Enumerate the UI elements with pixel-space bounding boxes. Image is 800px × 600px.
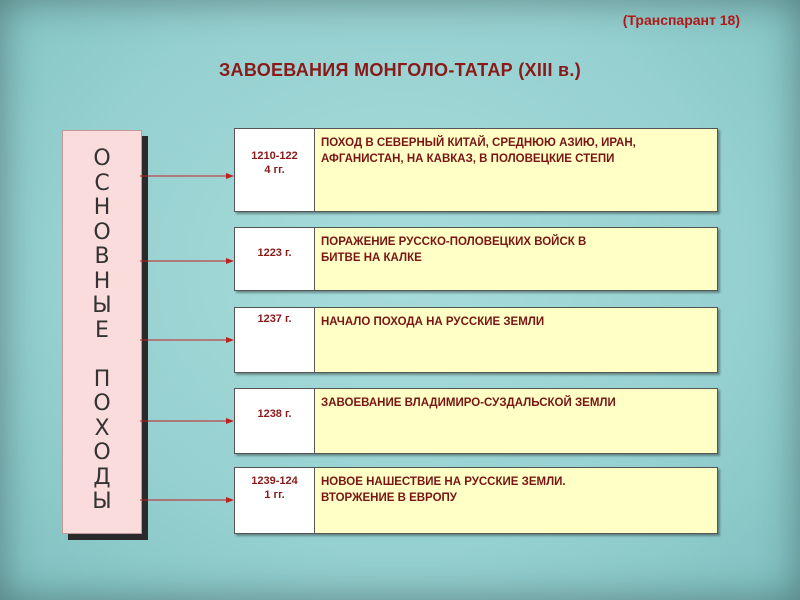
vertical-letter: В <box>94 244 110 269</box>
event-description: ПОХОД В СЕВЕРНЫЙ КИТАЙ, СРЕДНЮЮ АЗИЮ, ИРАН, АФГАНИСТАН, НА КАВКАЗ, В ПОЛОВЕЦКИЕ СТЕПИ <box>321 137 636 165</box>
event-row-1 <box>234 128 718 212</box>
vertical-letter <box>63 343 141 368</box>
event-date: 1237 г. <box>235 308 315 372</box>
event-date: 1238 г. <box>235 389 315 453</box>
vertical-letter: Ы <box>92 293 112 318</box>
event-description: ЗАВОЕВАНИЕ ВЛАДИМИРО-СУЗДАЛЬСКОЙ ЗЕМЛИ <box>321 397 616 409</box>
vertical-letter: О <box>93 146 111 171</box>
event-row-3 <box>234 307 718 373</box>
connector-arrow-5 <box>140 494 234 506</box>
main-campaigns-label-box <box>62 130 142 534</box>
vertical-letter: О <box>93 391 111 416</box>
event-row-5 <box>234 467 718 534</box>
vertical-letter: Ы <box>92 489 112 514</box>
event-description: ПОРАЖЕНИЕ РУССКО-ПОЛОВЕЦКИХ ВОЙСК В БИТВЕ НА КАЛКЕ <box>321 236 587 264</box>
vertical-letter: Н <box>93 195 111 220</box>
vertical-letter: П <box>93 366 111 392</box>
event-date: 1210-122 4 гг. <box>235 129 315 211</box>
vertical-letter: Д <box>93 464 111 490</box>
vertical-letter: О <box>93 440 111 465</box>
event-row-4 <box>234 388 718 454</box>
vertical-letter: Н <box>93 268 111 294</box>
vertical-letter: Х <box>94 415 110 441</box>
vertical-letter: С <box>94 170 110 196</box>
transparency-note: (Транспарант 18) <box>622 12 740 28</box>
connector-arrow-1 <box>140 170 234 182</box>
vertical-letter: О <box>93 219 111 245</box>
connector-arrow-3 <box>140 334 234 346</box>
diagram-title: ЗАВОЕВАНИЯ МОНГОЛО-ТАТАР (XIII в.) <box>218 60 582 80</box>
event-row-2 <box>234 227 718 291</box>
event-description: НАЧАЛО ПОХОДА НА РУССКИЕ ЗЕМЛИ <box>321 316 545 328</box>
connector-arrow-4 <box>140 415 234 427</box>
vertical-label <box>63 147 141 515</box>
event-date: 1223 г. <box>235 228 315 290</box>
event-date: 1239-124 1 гг. <box>235 468 315 533</box>
connector-arrow-2 <box>140 255 234 267</box>
vertical-letter: Е <box>95 317 109 343</box>
event-description: НОВОЕ НАШЕСТВИЕ НА РУССКИЕ ЗЕМЛИ. ВТОРЖЕНИЕ В ЕВРОПУ <box>321 476 566 504</box>
